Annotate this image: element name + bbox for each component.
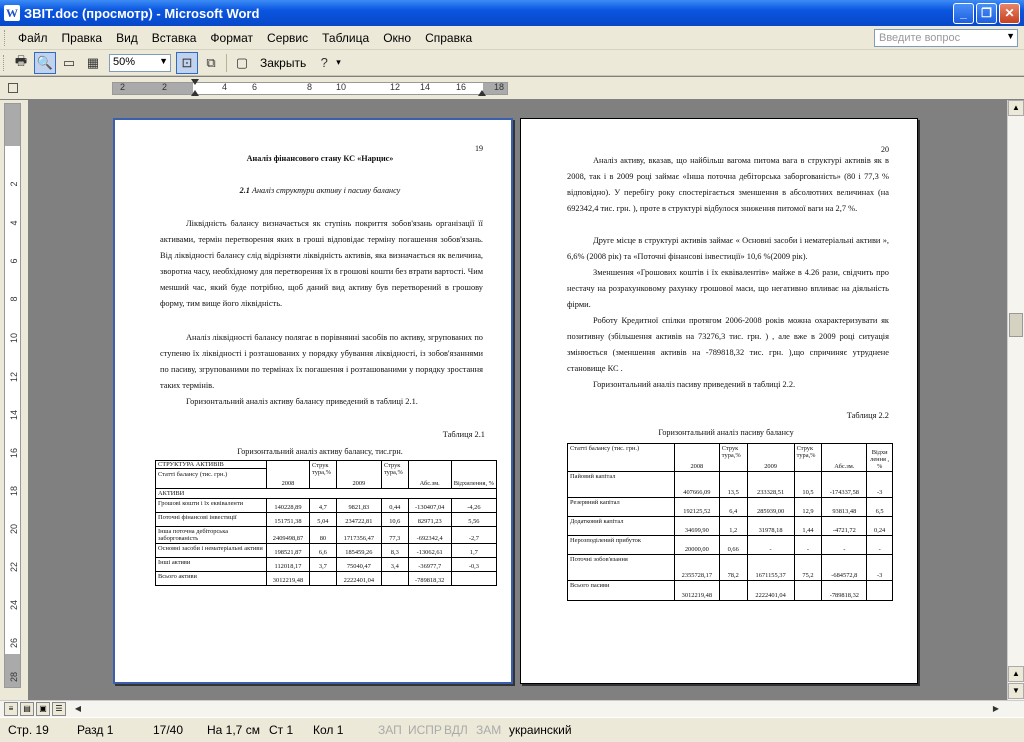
toolbar-separator bbox=[226, 54, 227, 72]
menu-edit[interactable]: Правка bbox=[61, 30, 103, 45]
ruler-label: 10 bbox=[9, 333, 19, 344]
table-row bbox=[568, 555, 893, 581]
header-text: Статті балансу (тис. грн.) bbox=[158, 471, 228, 478]
normal-view-icon[interactable]: ≡ bbox=[4, 702, 18, 716]
ruler-label: 24 bbox=[9, 600, 19, 611]
hanging-indent-marker[interactable] bbox=[191, 90, 199, 96]
scroll-right-icon[interactable]: ▶ bbox=[992, 704, 1000, 713]
vertical-ruler[interactable] bbox=[4, 103, 21, 688]
minimize-button[interactable]: _ bbox=[953, 3, 974, 24]
help-search-input[interactable] bbox=[874, 29, 1018, 47]
table-caption: Горизонтальний аналіз активу балансу, тис.грн. bbox=[237, 447, 403, 456]
table-cell: Поточні зобов'язання bbox=[568, 555, 675, 581]
table-cell: 234722,81 bbox=[336, 513, 381, 527]
table-cell: 5,04 bbox=[310, 513, 337, 527]
status-language: украинский bbox=[509, 723, 572, 737]
menu-tools[interactable]: Сервис bbox=[267, 30, 309, 45]
table-cell bbox=[867, 581, 893, 601]
table-cell: 75040,47 bbox=[336, 558, 381, 572]
table-header-cell: Абс.зм. bbox=[822, 444, 867, 472]
one-page-icon[interactable]: ▭ bbox=[62, 54, 76, 70]
table-row bbox=[156, 572, 497, 586]
menu-window[interactable]: Окно bbox=[383, 30, 412, 45]
liabilities-table bbox=[567, 443, 893, 601]
table-cell: 2355728,17 bbox=[674, 555, 719, 581]
table-cell: 2222401,04 bbox=[336, 572, 381, 586]
status-extend[interactable]: ВДЛ bbox=[444, 723, 468, 737]
menu-table[interactable]: Таблица bbox=[322, 30, 370, 45]
table-header-cell: Струк тура,% bbox=[794, 444, 822, 472]
table-cell bbox=[719, 581, 747, 601]
window-controls bbox=[953, 3, 1020, 24]
menu-help[interactable]: Справка bbox=[425, 30, 473, 45]
table-cell: 9821,83 bbox=[336, 499, 381, 513]
table-row bbox=[568, 536, 893, 555]
table-header-cell: Абс.зм. bbox=[408, 461, 451, 489]
table-header-cell: Струк тура,% bbox=[381, 461, 408, 489]
table-header-cell: Статті балансу (тис. грн.) bbox=[568, 444, 675, 472]
table-label: Таблиця 2.2 bbox=[846, 411, 889, 420]
table-cell: 77,3 bbox=[381, 527, 408, 544]
status-position: На 1,7 см bbox=[207, 723, 260, 737]
table-cell: 93813,48 bbox=[822, 498, 867, 517]
table-row bbox=[156, 527, 497, 544]
table-cell: Інша поточна дебіторська заборгованість bbox=[156, 527, 267, 544]
ruler-label: 4 bbox=[222, 82, 228, 92]
ruler-label: 10 bbox=[336, 82, 347, 92]
ruler-label: 8 bbox=[307, 82, 313, 92]
table-cell: - bbox=[794, 536, 822, 555]
toolbar-options-icon[interactable]: ▾ bbox=[336, 57, 341, 67]
table-cell: -0,3 bbox=[451, 558, 496, 572]
table-cell bbox=[381, 572, 408, 586]
scroll-up-icon[interactable]: ▲ bbox=[1008, 100, 1024, 116]
table-header-cell: Струк тура,% bbox=[310, 461, 337, 489]
table-cell: -130407,04 bbox=[408, 499, 451, 513]
table-cell: 34699,90 bbox=[674, 517, 719, 536]
table-cell: 3012219,48 bbox=[266, 572, 309, 586]
ruler-label: 14 bbox=[9, 410, 19, 421]
table-cell: -4,26 bbox=[451, 499, 496, 513]
table-row bbox=[568, 517, 893, 536]
table-cell: 0,44 bbox=[381, 499, 408, 513]
table-cell: 20000,00 bbox=[674, 536, 719, 555]
ruler-label: 16 bbox=[456, 82, 467, 92]
help-search-placeholder: Введите вопрос bbox=[879, 32, 961, 44]
ruler-label: 2 bbox=[9, 181, 19, 187]
table-section-label: АКТИВИ bbox=[156, 489, 497, 499]
horizontal-ruler[interactable] bbox=[0, 77, 1024, 99]
magnifier-icon[interactable]: 🔍 bbox=[34, 52, 56, 74]
menu-file[interactable]: Файл bbox=[18, 30, 48, 45]
table-cell: - bbox=[747, 536, 794, 555]
status-line: Ст 1 bbox=[269, 723, 294, 737]
page-number: 20 bbox=[881, 145, 889, 154]
paragraph: Аналіз ліквідності балансу полягає в порівнянні засобів по активу, згрупованих по ступеню їх ліквідності і розташованих у порядку убування ліквідності, із зобов'язаннями по пасиву, згрупованими по термінах їх погашення і розташованими у порядку зростання таких термінів. bbox=[160, 333, 483, 390]
table-label: Таблиця 2.1 bbox=[442, 430, 485, 439]
ruler-label: 2 bbox=[162, 82, 168, 92]
paragraph: Друге місце в структурі активів займає « Основні засоби і нематеріальні активи », 6,6% (2008 рік) та «Поточні фінансові інвестиції» 10,6 %(2009 рік). bbox=[567, 236, 889, 261]
table-cell: 12,9 bbox=[794, 498, 822, 517]
table-cell: -692342,4 bbox=[408, 527, 451, 544]
subsection-number: 2.1 bbox=[239, 186, 250, 195]
paragraph: Зменшення «Грошових коштів і їх еквівалентів» майже в 4.26 рази, свідчить про нестачу на розрахунковому рахунку грошової маси, що негативно впливає на діяльність фірми. bbox=[567, 268, 889, 309]
menu-bar bbox=[0, 26, 1024, 50]
table-cell: 233328,51 bbox=[747, 472, 794, 498]
table-row bbox=[156, 558, 497, 572]
table-row bbox=[156, 499, 497, 513]
table-cell: 10,5 bbox=[794, 472, 822, 498]
table-cell: -789818,32 bbox=[822, 581, 867, 601]
restore-button[interactable]: ❐ bbox=[976, 3, 997, 24]
ruler-label: 18 bbox=[9, 486, 19, 497]
menu-insert[interactable]: Вставка bbox=[151, 30, 197, 45]
table-cell: 1717356,47 bbox=[336, 527, 381, 544]
table-cell: Резервний капітал bbox=[568, 498, 675, 517]
table-header-cell: Струк тура,% bbox=[719, 444, 747, 472]
table-cell: 198521,87 bbox=[266, 544, 309, 558]
status-bar bbox=[0, 717, 1024, 742]
table-cell: -4721,72 bbox=[822, 517, 867, 536]
table-row bbox=[156, 544, 497, 558]
paragraph: Горизонтальний аналіз активу балансу приведений в таблиці 2.1. bbox=[186, 397, 418, 406]
table-cell bbox=[310, 572, 337, 586]
table-cell: Нерозподілений прибуток bbox=[568, 536, 675, 555]
table-section-row bbox=[156, 489, 497, 499]
table-cell: Додатковий капітал bbox=[568, 517, 675, 536]
table-header-row bbox=[156, 461, 497, 489]
table-cell: 13,5 bbox=[719, 472, 747, 498]
table-cell: 1671155,37 bbox=[747, 555, 794, 581]
vruler-margin-top bbox=[5, 104, 20, 146]
table-cell: 6,5 bbox=[867, 498, 893, 517]
close-preview-button[interactable]: Закрыть bbox=[260, 55, 307, 70]
table-row bbox=[568, 581, 893, 601]
ruler-label: 16 bbox=[9, 448, 19, 459]
ruler-label: 6 bbox=[9, 258, 19, 264]
prev-page-icon[interactable]: ▲ bbox=[1008, 666, 1024, 682]
table-header-cell: 2009 bbox=[336, 461, 381, 489]
toolbar-grip[interactable] bbox=[3, 55, 6, 71]
ruler-label: 18 bbox=[494, 82, 505, 92]
table-cell: 78,2 bbox=[719, 555, 747, 581]
ruler-label: 4 bbox=[9, 220, 19, 226]
table-cell: 6,6 bbox=[310, 544, 337, 558]
table-caption: Горизонтальний аналіз пасиву балансу bbox=[658, 428, 794, 437]
ruler-label: 2 bbox=[120, 82, 126, 92]
table-cell: 112018,17 bbox=[266, 558, 309, 572]
ruler-label: 12 bbox=[9, 372, 19, 383]
table-cell bbox=[451, 572, 496, 586]
table-cell: 5,56 bbox=[451, 513, 496, 527]
zoom-select[interactable] bbox=[109, 54, 171, 72]
table-cell: Інші активи bbox=[156, 558, 267, 572]
horizontal-scrollbar[interactable] bbox=[0, 700, 1024, 717]
table-cell: 1,7 bbox=[451, 544, 496, 558]
table-cell: 151751,38 bbox=[266, 513, 309, 527]
table-cell: 2409498,87 bbox=[266, 527, 309, 544]
scroll-left-icon[interactable]: ◀ bbox=[74, 704, 82, 713]
table-cell bbox=[794, 581, 822, 601]
first-indent-marker[interactable] bbox=[191, 79, 199, 85]
header-text: СТРУКТУРА АКТИВІВ bbox=[156, 461, 266, 469]
section-heading: Аналіз фінансового стану КС «Нарцис» bbox=[246, 154, 394, 163]
chevron-down-icon[interactable]: ▼ bbox=[159, 55, 168, 66]
status-record[interactable]: ЗАП bbox=[378, 723, 402, 737]
table-cell: 140228,89 bbox=[266, 499, 309, 513]
status-track-changes[interactable]: ИСПР bbox=[408, 723, 442, 737]
ruler-label: 8 bbox=[9, 296, 19, 302]
table-cell: 82971,23 bbox=[408, 513, 451, 527]
paragraph: Ліквідність балансу визначається як ступінь покриття зобов'язань організації її активами, термін перетворення яких в гроші відповідає терміну погашення зобов'язань. Від ліквідності балансу слід відрізняти ліквідність активів, яка визначається як величина, зворотна часу, необхідному для перетворення їх в грошові кошти без втрати вартості. Чим менший час, який буде потрібно, щоб даний вид активу був перетворений в грошову форму, тим вище його ліквідність. bbox=[160, 219, 483, 308]
page-20[interactable] bbox=[520, 118, 918, 684]
view-ruler-icon[interactable]: ⊡ bbox=[176, 52, 198, 74]
table-row bbox=[568, 498, 893, 517]
paragraph: Горизонтальний аналіз пасиву приведений в таблиці 2.2. bbox=[593, 380, 796, 389]
subsection-heading bbox=[155, 186, 485, 195]
status-page: Стр. 19 bbox=[8, 723, 49, 737]
table-cell: 407666,09 bbox=[674, 472, 719, 498]
word-app-icon[interactable]: W bbox=[6, 6, 18, 20]
table-cell: 3,4 bbox=[381, 558, 408, 572]
table-row bbox=[156, 513, 497, 527]
table-cell: -2,7 bbox=[451, 527, 496, 544]
multiple-pages-icon[interactable]: ▦ bbox=[86, 54, 100, 70]
table-cell: 4,7 bbox=[310, 499, 337, 513]
menu-grip[interactable] bbox=[4, 30, 7, 46]
right-indent-marker[interactable] bbox=[478, 90, 486, 96]
table-cell: 6,4 bbox=[719, 498, 747, 517]
table-cell: -13062,61 bbox=[408, 544, 451, 558]
table-cell: -684572,8 bbox=[822, 555, 867, 581]
table-cell: - bbox=[867, 536, 893, 555]
table-cell: 3,7 bbox=[310, 558, 337, 572]
table-cell: 8,3 bbox=[381, 544, 408, 558]
table-cell: 285939,00 bbox=[747, 498, 794, 517]
table-cell: 192125,52 bbox=[674, 498, 719, 517]
ruler-label: 14 bbox=[420, 82, 431, 92]
table-cell: -174337,58 bbox=[822, 472, 867, 498]
window-title: ЗВІТ.doc (просмотр) - Microsoft Word bbox=[24, 5, 260, 21]
print-icon[interactable]: 🖶 bbox=[14, 52, 28, 68]
table-cell: Всього активи bbox=[156, 572, 267, 586]
shrink-to-fit-icon[interactable]: ⧉ bbox=[206, 54, 216, 70]
help-cursor-icon[interactable]: ? bbox=[320, 55, 328, 70]
ruler-label: 6 bbox=[252, 82, 258, 92]
status-section: Разд 1 bbox=[77, 723, 114, 737]
table-header-cell: Відхи лення , % bbox=[867, 444, 893, 472]
menu-view[interactable]: Вид bbox=[116, 30, 138, 45]
table-header-cell: 2009 bbox=[747, 444, 794, 472]
next-page-icon[interactable]: ▼ bbox=[1008, 683, 1024, 699]
full-screen-icon[interactable]: ▢ bbox=[235, 54, 249, 70]
assets-table bbox=[155, 460, 497, 586]
table-header-cell: 2008 bbox=[266, 461, 309, 489]
page-number: 19 bbox=[475, 144, 483, 153]
menu-format[interactable]: Формат bbox=[210, 30, 254, 45]
table-cell: Основні засоби і нематеріальні активи bbox=[156, 544, 267, 558]
ruler-label: 20 bbox=[9, 524, 19, 535]
table-cell: Пайовий капітал bbox=[568, 472, 675, 498]
table-cell: -3 bbox=[867, 555, 893, 581]
close-window-button[interactable]: ✕ bbox=[999, 3, 1020, 24]
subsection-title: Аналіз структури активу і пасиву балансу bbox=[251, 186, 401, 195]
status-pages: 17/40 bbox=[153, 723, 184, 737]
table-header-row bbox=[568, 444, 893, 472]
ruler-label: 26 bbox=[9, 638, 19, 649]
chevron-down-icon[interactable]: ▼ bbox=[1006, 31, 1015, 41]
print-preview-toolbar bbox=[0, 50, 1024, 76]
paragraph: Роботу Кредитної спілки протягом 2006-2008 років можна охарактеризувати як позитивну (збільшення активів на 73276,3 тис. грн. ) , але вже в 2009 році ситуація змінюється (зменшення активів на -789818,32 тис. грн. ),що спричиняє утруднене становище КС . bbox=[567, 316, 889, 373]
table-cell: -3 bbox=[867, 472, 893, 498]
table-cell: 75,2 bbox=[794, 555, 822, 581]
paragraph: Аналіз активу, вказав, що найбільш вагома питома вага в структурі активів як в 2008, так і в 2009 році займає «Інша поточна дебіторська заборгованість» (80 і 77,3 % відповідно). У перебігу року спостерігається зменшення в абсолютних величинах (на 692342,4 тис. грн. ), проте в структурі відбулося зниження питомої ваги на 2,7 %. bbox=[567, 156, 889, 213]
table-row bbox=[568, 472, 893, 498]
table-cell: -789818,32 bbox=[408, 572, 451, 586]
page-19[interactable] bbox=[113, 118, 513, 684]
table-cell: 0,66 bbox=[719, 536, 747, 555]
scroll-thumb[interactable] bbox=[1009, 313, 1023, 337]
title-bar bbox=[0, 0, 1024, 26]
table-cell: - bbox=[822, 536, 867, 555]
status-column: Кол 1 bbox=[313, 723, 344, 737]
table-cell: 1,44 bbox=[794, 517, 822, 536]
status-overtype[interactable]: ЗАМ bbox=[476, 723, 502, 737]
table-cell: 185459,26 bbox=[336, 544, 381, 558]
table-cell: 80 bbox=[310, 527, 337, 544]
tab-selector-icon[interactable] bbox=[8, 83, 18, 93]
table-cell: Грошові кошти і їх еквіваленти bbox=[156, 499, 267, 513]
web-layout-icon[interactable]: ▤ bbox=[20, 702, 34, 716]
ruler-label: 22 bbox=[9, 562, 19, 573]
vertical-scrollbar[interactable] bbox=[1007, 100, 1024, 700]
table-cell: -36977,7 bbox=[408, 558, 451, 572]
print-layout-icon[interactable]: ▣ bbox=[36, 702, 50, 716]
ruler-label: 28 bbox=[9, 672, 19, 683]
zoom-value: 50% bbox=[113, 55, 136, 68]
table-cell: 2222401,04 bbox=[747, 581, 794, 601]
table-cell: 0,24 bbox=[867, 517, 893, 536]
ruler-label: 12 bbox=[390, 82, 401, 92]
table-cell: 1,2 bbox=[719, 517, 747, 536]
outline-view-icon[interactable]: ☰ bbox=[52, 702, 66, 716]
table-header-cell: 2008 bbox=[674, 444, 719, 472]
table-cell: 3012219,48 bbox=[674, 581, 719, 601]
table-header-cell: Відхилення, % bbox=[451, 461, 496, 489]
table-cell: Поточні фінансові інвестиції bbox=[156, 513, 267, 527]
table-header-cell bbox=[156, 461, 267, 489]
table-cell: 31978,18 bbox=[747, 517, 794, 536]
table-cell: 10,6 bbox=[381, 513, 408, 527]
table-cell: Всього пасиви bbox=[568, 581, 675, 601]
